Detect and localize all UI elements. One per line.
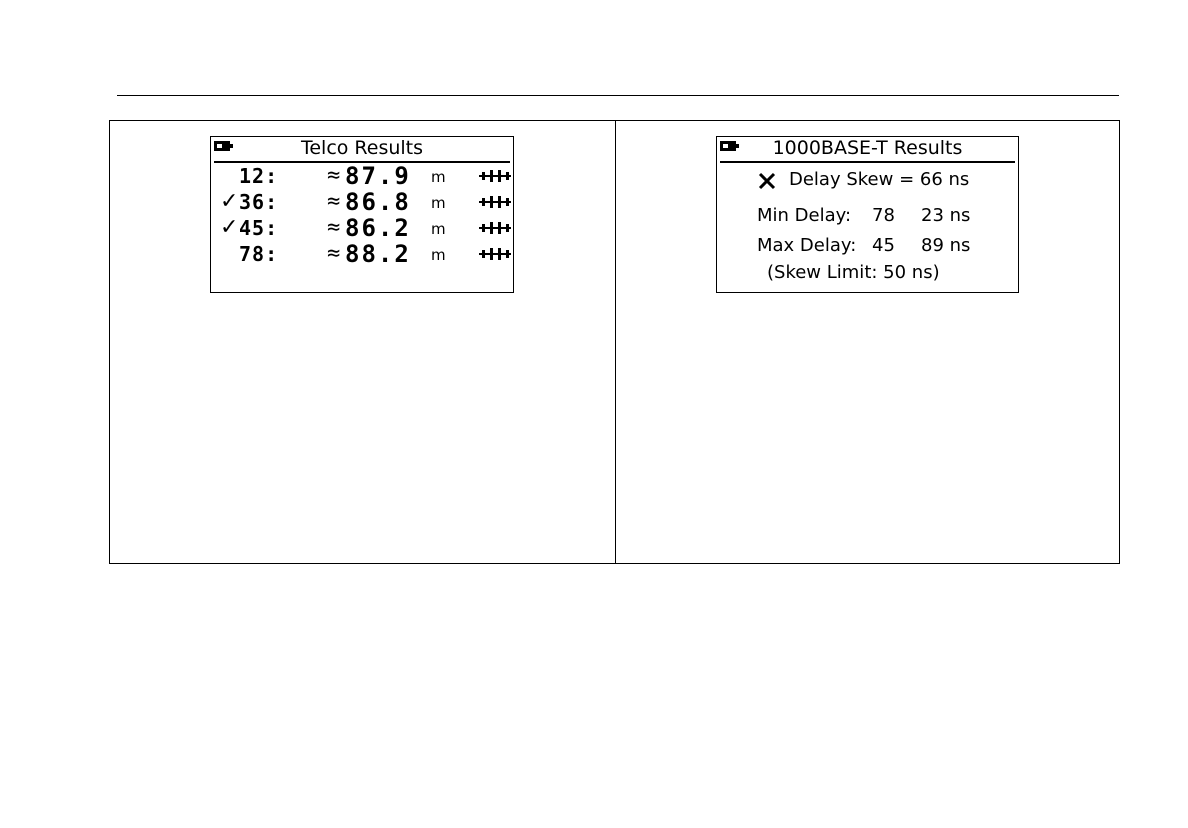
distance-value: 88.2 — [345, 240, 411, 268]
pass-check-icon: ✓ — [220, 189, 239, 214]
pass-check-icon: ✓ — [220, 215, 239, 240]
wire-pair-icon — [479, 221, 511, 235]
telco-header — [214, 137, 510, 163]
telco-title: Telco Results — [300, 137, 424, 159]
distance-value: 87.9 — [345, 162, 411, 190]
x-fail-icon — [757, 171, 777, 191]
approx-symbol: ≈ — [327, 163, 341, 188]
max-delay-value: 89 ns — [921, 235, 971, 256]
delay-skew-line: Delay Skew = 66 ns — [789, 169, 970, 190]
distance-value: 86.2 — [345, 214, 411, 242]
distance-value: 86.8 — [345, 188, 411, 216]
min-delay-label: Min Delay: — [757, 205, 852, 226]
gigabit-header — [720, 137, 1015, 163]
distance-unit: m — [431, 246, 446, 264]
pair-label: 36: — [239, 190, 279, 214]
pair-label: 78: — [239, 242, 279, 266]
distance-unit: m — [431, 194, 446, 212]
max-delay-label: Max Delay: — [757, 235, 857, 256]
approx-symbol: ≈ — [327, 189, 341, 214]
skew-limit-line: (Skew Limit: 50 ns) — [767, 262, 940, 283]
distance-unit: m — [431, 220, 446, 238]
approx-symbol: ≈ — [327, 241, 341, 266]
figure-frame — [109, 120, 1120, 564]
gigabit-results-screen — [716, 136, 1019, 293]
max-delay-pair: 45 — [872, 235, 895, 256]
telco-results-screen — [210, 136, 514, 293]
wire-pair-icon — [479, 195, 511, 209]
gigabit-title: 1000BASE-T Results — [772, 137, 963, 159]
distance-unit: m — [431, 168, 446, 186]
pair-label: 12: — [239, 164, 279, 188]
approx-symbol: ≈ — [327, 215, 341, 240]
min-delay-value: 23 ns — [921, 205, 971, 226]
pair-label: 45: — [239, 216, 279, 240]
min-delay-pair: 78 — [872, 205, 895, 226]
wire-pair-icon — [479, 247, 511, 261]
page-top-rule — [117, 95, 1119, 96]
figure-divider — [615, 121, 616, 563]
wire-pair-icon — [479, 169, 511, 183]
